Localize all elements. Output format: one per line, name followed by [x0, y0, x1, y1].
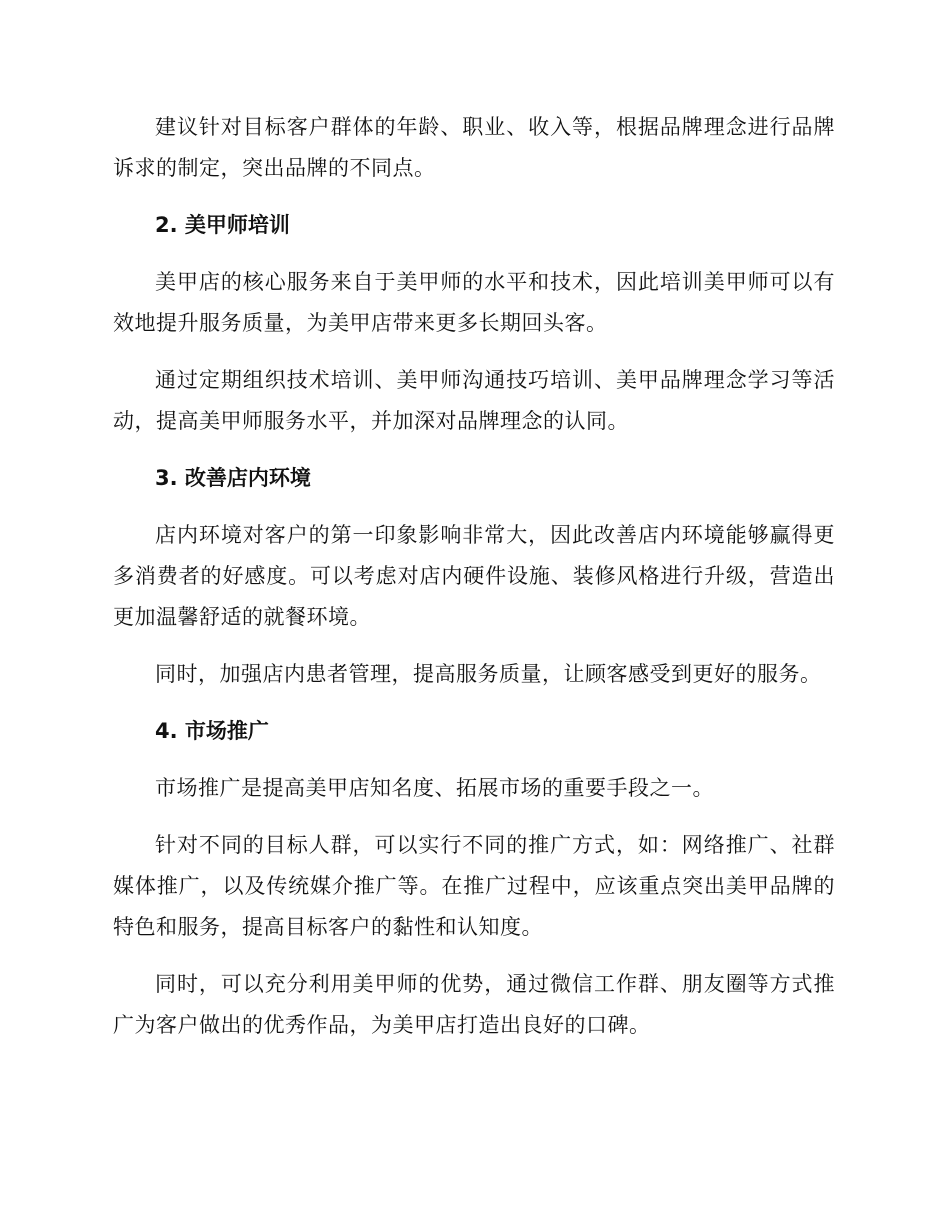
document-page [113, 107, 835, 1062]
paragraph-brand-appeal: 建议针对目标客户群体的年龄、职业、收入等，根据品牌理念进行品牌诉求的制定，突出品牌的不同点。 [113, 115, 835, 180]
heading-improve-environment: 3. 改善店内环境 [155, 466, 311, 490]
paragraph-environment-management: 同时，加强店内患者管理，提高服务质量，让顾客感受到更好的服务。 [155, 662, 822, 686]
paragraph-training-core-service: 美甲店的核心服务来自于美甲师的水平和技术，因此培训美甲师可以有效地提升服务质量，为美甲店带来更多长期回头客。 [113, 270, 835, 335]
heading-market-promotion: 4. 市场推广 [155, 719, 269, 743]
paragraph-promotion-importance: 市场推广是提高美甲店知名度、拓展市场的重要手段之一。 [155, 776, 714, 800]
paragraph-training-activities: 通过定期组织技术培训、美甲师沟通技巧培训、美甲品牌理念学习等活动，提高美甲师服务水平，并加深对品牌理念的认同。 [113, 368, 835, 433]
paragraph-promotion-social: 同时，可以充分利用美甲师的优势，通过微信工作群、朋友圈等方式推广为客户做出的优秀作品，为美甲店打造出良好的口碑。 [113, 972, 835, 1037]
heading-nail-technician-training: 2. 美甲师培训 [155, 213, 290, 237]
paragraph-promotion-methods: 针对不同的目标人群，可以实行不同的推广方式，如：网络推广、社群媒体推广，以及传统媒介推广等。在推广过程中，应该重点突出美甲品牌的特色和服务，提高目标客户的黏性和认知度。 [113, 833, 835, 939]
paragraph-environment-impression: 店内环境对客户的第一印象影响非常大，因此改善店内环境能够赢得更多消费者的好感度。可以考虑对店内硬件设施、装修风格进行升级，营造出更加温馨舒适的就餐环境。 [113, 523, 835, 629]
